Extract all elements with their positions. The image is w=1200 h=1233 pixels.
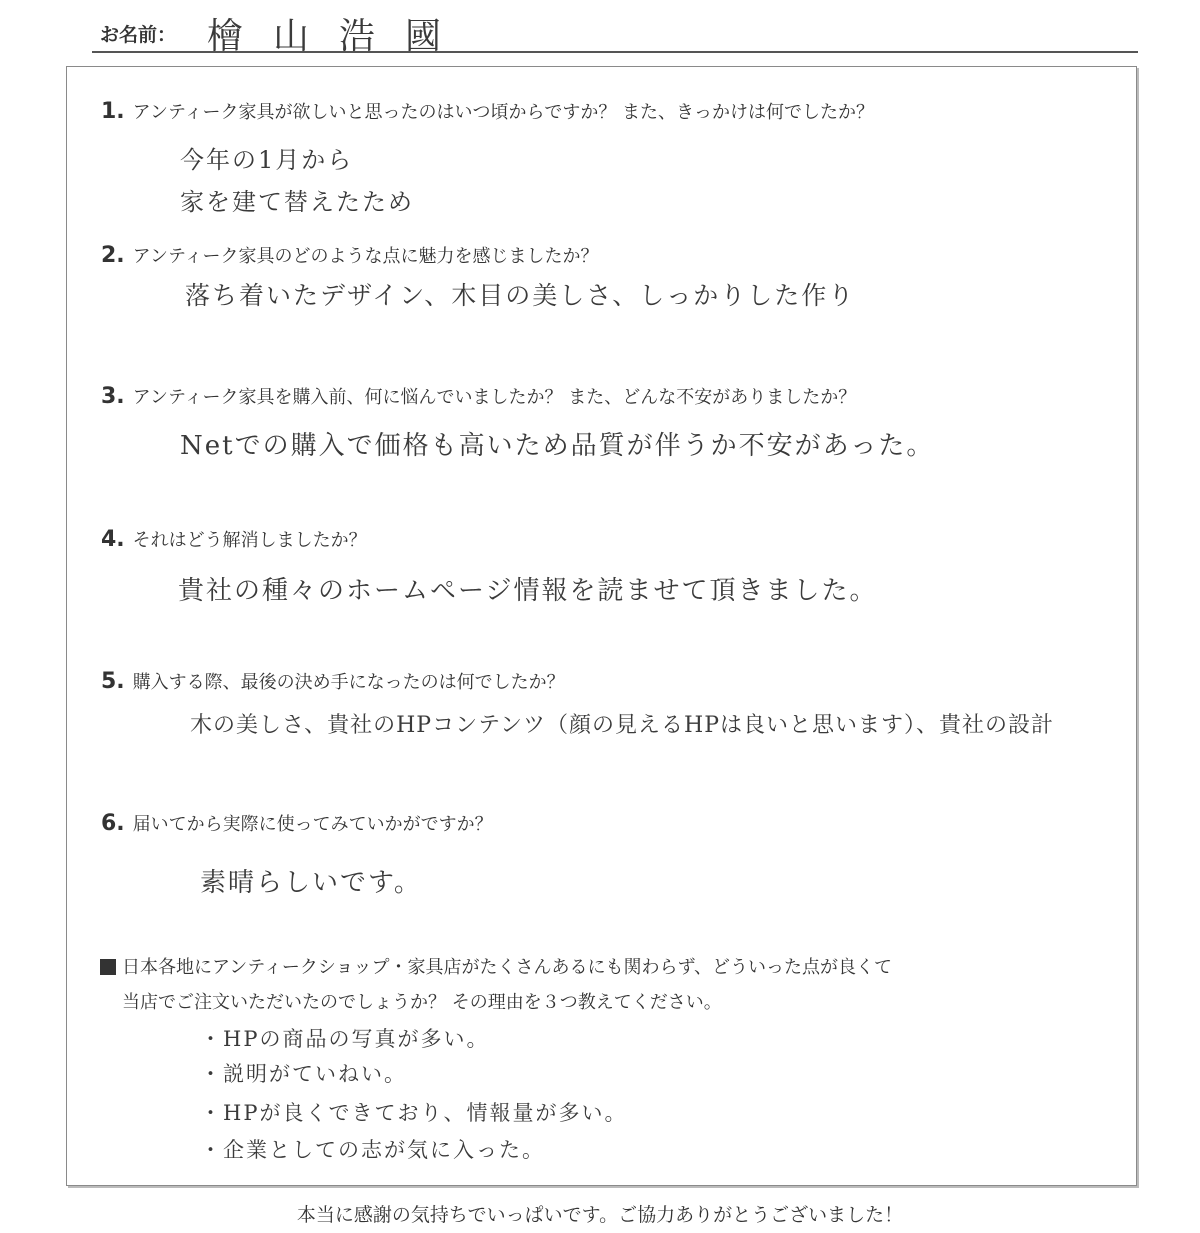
question-2 [101, 242, 599, 268]
question-number: 4. [101, 527, 125, 552]
question-text: 購入する際、最後の決め手になったのは何でしたか？ [132, 672, 565, 693]
final-question-line-1 [100, 953, 892, 979]
final-answer-1: ・HPの商品の写真が多い。 [200, 1027, 490, 1051]
final-answer-4: ・企業としての志が気に入った。 [200, 1138, 545, 1162]
final-answer-2: ・説明がていねい。 [200, 1062, 407, 1086]
final-question-line-2: 当店でご注文いただいたのでしょうか？ その理由を３つ教えてください。 [122, 992, 722, 1013]
name-label: お名前： [100, 24, 177, 46]
answer-1-line-1: 今年の1月から [180, 146, 354, 174]
question-text: アンティーク家具を購入前、何に悩んでいましたか？ また、どんな不安がありましたか？ [132, 387, 857, 408]
question-number: 2. [101, 243, 125, 268]
square-bullet-icon [100, 959, 116, 975]
survey-box [66, 66, 1137, 1186]
question-number: 5. [101, 669, 125, 694]
answer-1-line-2: 家を建て替えたため [180, 188, 414, 216]
question-text: 届いてから実際に使ってみていかがですか？ [132, 814, 493, 835]
answer-2: 落ち着いたデザイン、木目の美しさ、しっかりした作り [185, 281, 856, 310]
question-5 [101, 668, 565, 694]
question-text: アンティーク家具のどのような点に魅力を感じましたか？ [132, 246, 599, 267]
question-3 [101, 383, 856, 409]
answer-5: 木の美しさ、貴社のHPコンテンツ（顔の見えるHPは良いと思います）、貴社の設計 [190, 713, 1054, 738]
question-6 [101, 810, 493, 836]
final-answer-3: ・HPが良くできており、情報量が多い。 [200, 1101, 628, 1125]
question-text: アンティーク家具が欲しいと思ったのはいつ頃からですか？ また、きっかけは何でしたか？ [132, 102, 875, 123]
question-number: 1. [101, 99, 125, 124]
question-text: それはどう解消しましたか？ [132, 530, 367, 551]
final-question-text-1: 日本各地にアンティークショップ・家具店がたくさんあるにも関わらず、どういった点が良くて [122, 957, 893, 978]
answer-6: 素晴らしいです。 [200, 868, 422, 898]
name-row [92, 6, 1138, 56]
footer-thanks: 本当に感謝の気持ちでいっぱいです。ご協力ありがとうございました！ [296, 1204, 904, 1226]
question-4 [101, 526, 367, 552]
question-number: 6. [101, 811, 125, 836]
question-number: 3. [101, 384, 125, 409]
question-1 [101, 98, 874, 124]
name-value: 檜山浩國 [207, 16, 472, 57]
answer-3: Netでの購入で価格も高いため品質が伴うか不安があった。 [180, 431, 935, 461]
answer-4: 貴社の種々のホームページ情報を読ませて頂きました。 [178, 576, 878, 606]
name-underline [92, 51, 1138, 53]
